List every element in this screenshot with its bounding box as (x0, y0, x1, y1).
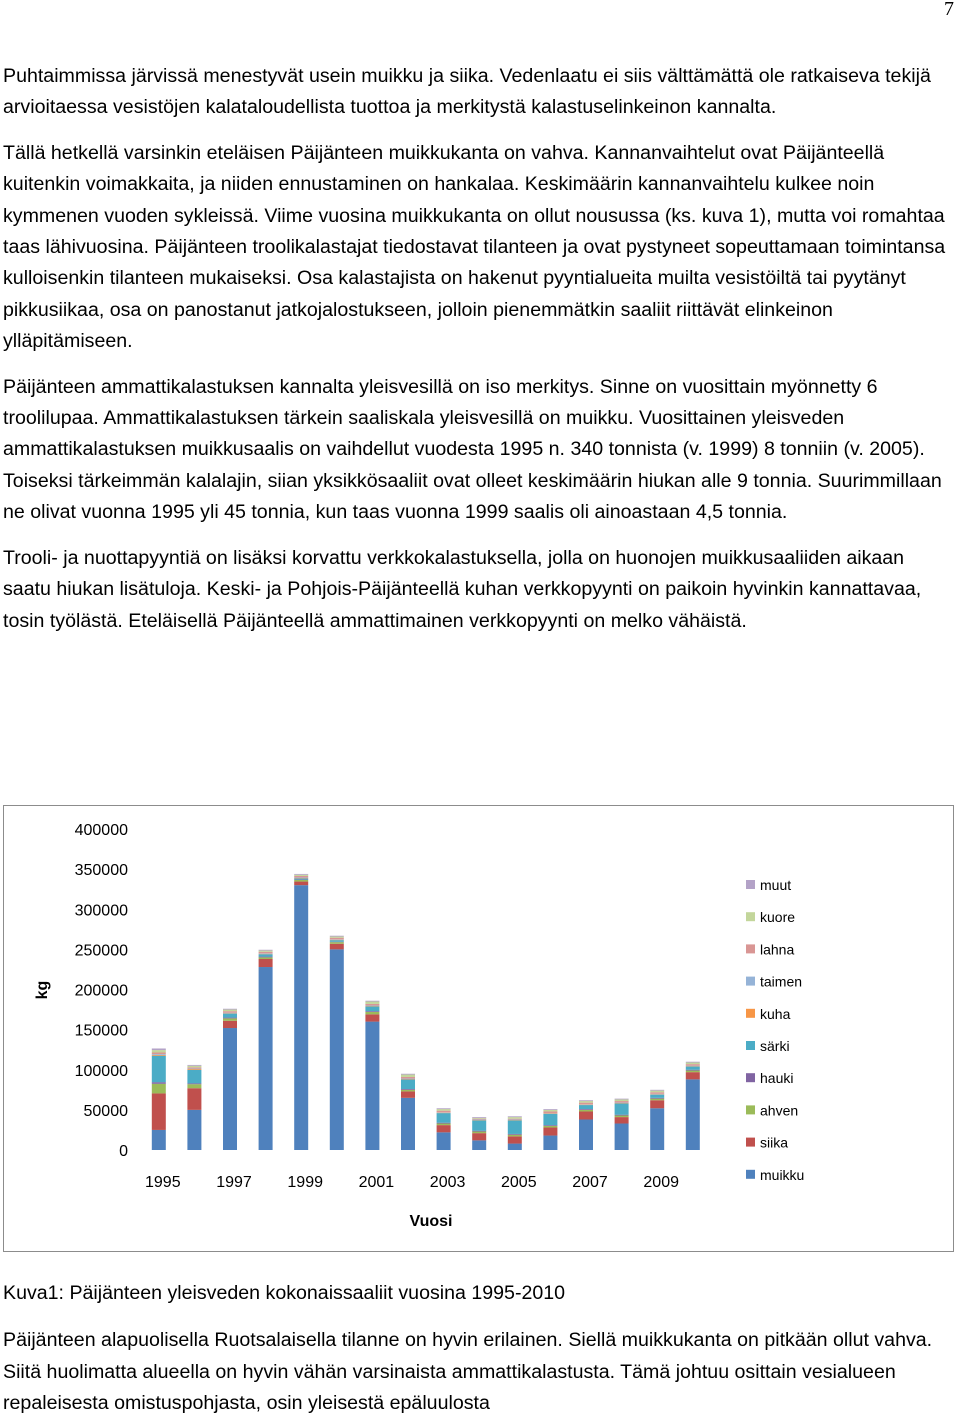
legend-swatch-muikku (746, 1170, 755, 1179)
legend-swatch-muut (746, 880, 755, 889)
bar-segment-muikku (437, 1132, 451, 1150)
bar-segment-hauki (401, 1089, 415, 1090)
bar-segment-muut (294, 874, 308, 875)
bar-segment-muikku (365, 1022, 379, 1150)
x-tick-label: 2003 (429, 1174, 466, 1191)
bar-segment-ahven (223, 1018, 237, 1020)
catch-chart (3, 805, 954, 1252)
bar-segment-kuore (437, 1109, 451, 1111)
bar-segment-kuore (330, 937, 344, 938)
bar-segment-lahna (615, 1101, 629, 1103)
bar-segment-ahven (152, 1084, 166, 1094)
bar-segment-hauki (152, 1082, 166, 1084)
bar-segment-muut (152, 1048, 166, 1050)
figure-caption: Kuva1: Päijänteen yleisveden kokonaissaaliit vuosina 1995-2010 (3, 1282, 566, 1304)
bar-segment-lahna (472, 1119, 486, 1120)
bar-segment-siika (650, 1100, 664, 1108)
bar-segment-hauki (365, 1011, 379, 1012)
bar-segment-siika (615, 1117, 629, 1123)
bar-segment-ahven (437, 1124, 451, 1126)
body-text-top (3, 61, 957, 637)
bar-segment-muikku (543, 1136, 557, 1150)
bar-segment-lahna (365, 1004, 379, 1006)
bar-segment-muut (650, 1090, 664, 1091)
bar-segment-ahven (187, 1084, 201, 1088)
bar-segment-siika (401, 1091, 415, 1097)
bar-segment-kuore (508, 1117, 522, 1119)
paragraph: Päijänteen ammattikalastuksen kannalta yleisvesillä on iso merkitys. Sinne on vuosittain myönnetty 6 troolilupaa. Ammattikalastuksen tärkein saaliskala yleisvesillä on muikku. Vuosittainen yleisveden ammattikalastuksen muikkusaalis on vaihdellut vuodesta 1995 n. 340 tonnista (v. 1999) 8 tonniin (v. 2005). Toiseksi tärkeimmän kalalajin, siian yksikkösaaliit ovat olleet keskimäärin hiukan alle 9 tonnia. Suurimmillaan ne olivat vuonna 1995 yli 45 tonnia, kun taas vuonna 1999 saalis oli ainoastaan 4,5 tonnia. (3, 375, 942, 524)
bar-segment-kuore (615, 1099, 629, 1101)
legend-label: lahna (760, 941, 795, 958)
bar-segment-muikku (650, 1108, 664, 1150)
bar-segment-siika (686, 1072, 700, 1079)
bar-segment-muikku (330, 949, 344, 1150)
bar-segment-siika (472, 1133, 486, 1140)
bar-segment-särki (508, 1120, 522, 1134)
y-tick-label: 400000 (74, 822, 128, 839)
bar-segment-ahven (543, 1126, 557, 1128)
bar-segment-särki (686, 1067, 700, 1070)
bar-segment-siika (152, 1093, 166, 1130)
bar-segment-muikku (579, 1120, 593, 1150)
legend-label: kuha (760, 1005, 791, 1022)
legend-label: särki (760, 1038, 790, 1054)
bar-segment-kuore (152, 1050, 166, 1052)
bar-segment-lahna (686, 1064, 700, 1066)
bar-segment-siika (187, 1088, 201, 1110)
bar-segment-ahven (508, 1135, 522, 1137)
bar-segment-muikku (615, 1124, 629, 1150)
bar-segment-hauki (650, 1098, 664, 1099)
bar-segment-muut (187, 1065, 201, 1066)
x-tick-label: 2009 (643, 1174, 679, 1191)
bar-segment-siika (223, 1021, 237, 1028)
legend-label: hauki (760, 1070, 794, 1087)
bar-segment-lahna (401, 1077, 415, 1079)
bar-segment-hauki (259, 957, 273, 958)
bar-segment-lahna (437, 1111, 451, 1113)
legend-swatch-taimen (746, 977, 755, 986)
bar-segment-kuore (365, 1002, 379, 1004)
bar-segment-lahna (223, 1011, 237, 1013)
bar-segment-muikku (187, 1110, 201, 1150)
paragraph: Trooli- ja nuottapyyntiä on lisäksi korvattu verkkokalastuksella, jolla on huonojen muikkusaaliiden aikaan saatu hiukan lisätuloja. Keski- ja Pohjois-Päijänteellä kuhan verkkopyynti on paikoin hyvinkin kannattavaa, tosin työlästä. Eteläisellä Päijänteellä ammattimainen verkkopyynti on melko vähäistä. (3, 546, 922, 632)
bar-segment-särki (187, 1070, 201, 1084)
paragraph: Tällä hetkellä varsinkin eteläisen Päijänteen muikkukanta on vahva. Kannanvaihtelut ovat Päijänteellä kuitenkin voimakkaita, ja niiden ennustaminen on hankalaa. Keskimäärin kannanvaihtelu kulkee noin kymmenen vuoden sykleissä. Viime vuosina muikkukanta on ollut nousussa (ks. kuva 1), mutta voi romahtaa taas lähivuosina. Päijänteen troolikalastajat tiedostavat tilanteen ja ovat pystyneet sopeuttamaan toimintansa kulloisenkin tilanteen mukaiseksi. Osa kalastajista on hakenut pyyntialueita muilta vesistöiltä tai pyytänyt pikkusiikaa, osa on panostanut jatkojalostukseen, jolloin pienemmätkin saaliit riittävät elinkeinon ylläpitämiseen. (3, 141, 946, 353)
bar-segment-särki (294, 878, 308, 879)
bar-segment-muut (615, 1099, 629, 1100)
bar-segment-kuore (187, 1066, 201, 1068)
legend-swatch-kuore (746, 912, 755, 921)
bar-segment-särki (152, 1056, 166, 1082)
paragraph: Puhtaimmissa järvissä menestyvät usein muikku ja siika. Vedenlaatu ei siis välttämättä ole ratkaiseva tekijä arvioitaessa vesistöjen kalataloudellista tuottoa ja merkitystä kalastuselinkeinon kannalta. (3, 65, 931, 119)
legend-label: taimen (760, 973, 803, 990)
y-tick-label: 0 (119, 1143, 128, 1160)
legend-swatch-särki (746, 1041, 755, 1050)
bar-segment-siika (259, 959, 273, 967)
legend-label: kuore (760, 909, 796, 926)
bar-segment-särki (330, 940, 344, 942)
bar-segment-kuore (472, 1118, 486, 1119)
bar-segment-lahna (579, 1103, 593, 1105)
bar-segment-hauki (187, 1083, 201, 1084)
bar-segment-hauki (437, 1123, 451, 1124)
bar-segment-lahna (650, 1092, 664, 1094)
y-tick-label: 300000 (74, 902, 128, 920)
x-tick-label: 1997 (216, 1174, 252, 1191)
bar-segment-muikku (223, 1028, 237, 1150)
bar-segment-taimen (152, 1054, 166, 1055)
bar-segment-lahna (259, 952, 273, 954)
bar-segment-särki (259, 954, 273, 956)
y-tick-label: 250000 (74, 942, 128, 960)
bar-segment-hauki (543, 1125, 557, 1126)
bar-segment-muut (259, 950, 273, 951)
bar-segment-muut (365, 1001, 379, 1002)
bar-segment-hauki (508, 1134, 522, 1135)
legend-label: muikku (760, 1166, 805, 1183)
bar-segment-ahven (401, 1090, 415, 1092)
page-number: 7 (944, 0, 954, 20)
x-tick-label: 2001 (358, 1174, 395, 1191)
bar-segment-siika (508, 1136, 522, 1143)
bar-segment-ahven (579, 1110, 593, 1112)
bar-segment-hauki (223, 1018, 237, 1019)
bar-segment-ahven (294, 880, 308, 882)
bar-segment-kuore (294, 875, 308, 876)
x-axis-label: Vuosi (409, 1213, 453, 1230)
bar-segment-lahna (152, 1052, 166, 1054)
bar-segment-muikku (472, 1140, 486, 1150)
bar-segment-muikku (686, 1079, 700, 1150)
bar-segment-muut (223, 1009, 237, 1010)
bar-segment-muikku (401, 1098, 415, 1150)
bar-segment-kuore (543, 1110, 557, 1112)
legend-swatch-kuha (746, 1009, 755, 1018)
y-tick-label: 100000 (74, 1062, 128, 1080)
bar-segment-hauki (472, 1131, 486, 1132)
bar-segment-muut (330, 936, 344, 937)
bar-segment-kuore (686, 1063, 700, 1065)
bar-segment-siika (437, 1125, 451, 1132)
legend-swatch-ahven (746, 1105, 755, 1114)
bar-segment-siika (365, 1014, 379, 1021)
bar-segment-särki (401, 1079, 415, 1089)
bar-segment-hauki (615, 1115, 629, 1116)
bar-segment-muut (686, 1062, 700, 1063)
legend-label: ahven (760, 1102, 799, 1119)
bar-segment-muikku (152, 1130, 166, 1150)
bar-segment-muut (508, 1116, 522, 1117)
bar-segment-ahven (686, 1071, 700, 1073)
bar-segment-hauki (579, 1109, 593, 1110)
legend-swatch-siika (746, 1138, 755, 1147)
bar-segment-särki (615, 1103, 629, 1114)
bar-segment-kuore (401, 1075, 415, 1077)
legend-label: muut (760, 877, 792, 893)
y-tick-label: 50000 (83, 1102, 128, 1120)
bar-segment-lahna (543, 1111, 557, 1113)
body-text-bottom (3, 1278, 957, 1420)
bar-segment-kuore (223, 1010, 237, 1012)
bar-segment-kuha (152, 1055, 166, 1056)
bar-segment-särki (579, 1105, 593, 1109)
bar-segment-ahven (330, 942, 344, 944)
bar-segment-särki (543, 1114, 557, 1125)
x-tick-label: 2007 (572, 1174, 608, 1191)
bar-segment-siika (579, 1111, 593, 1119)
bar-segment-muikku (259, 967, 273, 1150)
bar-segment-särki (437, 1113, 451, 1123)
y-axis-label: kg (34, 980, 51, 1000)
bar-segment-hauki (686, 1070, 700, 1071)
bar-segment-lahna (508, 1119, 522, 1120)
chart-canvas (4, 806, 952, 1250)
bar-segment-särki (223, 1014, 237, 1018)
bar-segment-ahven (472, 1132, 486, 1134)
x-tick-label: 1995 (145, 1174, 181, 1191)
bar-segment-ahven (650, 1099, 664, 1101)
paragraph: Päijänteen alapuolisella Ruotsalaisella tilanne on hyvin erilainen. Siellä muikkukanta on pitkään ollut vahva. Siitä huolimatta alueella on hyvin vähän varsinaista ammattikalastusta. Tämä johtuu osittain vesialueen repaleisesta omistuspohjasta, osin yleisestä epäluulosta (3, 1329, 933, 1415)
bar-segment-särki (650, 1095, 664, 1098)
bar-segment-muut (472, 1117, 486, 1118)
bar-segment-muut (401, 1074, 415, 1075)
bar-segment-muikku (508, 1144, 522, 1150)
y-tick-label: 350000 (74, 862, 128, 880)
bar-segment-muikku (294, 885, 308, 1150)
bar-segment-muut (579, 1100, 593, 1101)
bar-segment-siika (330, 944, 344, 950)
bar-segment-siika (543, 1128, 557, 1136)
legend-swatch-lahna (746, 944, 755, 953)
x-tick-label: 1999 (287, 1174, 323, 1191)
y-tick-label: 200000 (74, 982, 128, 1000)
bar-segment-kuore (579, 1101, 593, 1103)
bar-segment-kuha (187, 1069, 201, 1070)
bar-segment-kuore (650, 1091, 664, 1093)
bar-segment-lahna (294, 876, 308, 878)
bar-segment-siika (294, 882, 308, 886)
bar-segment-särki (365, 1006, 379, 1011)
bar-segment-särki (472, 1120, 486, 1130)
legend-swatch-hauki (746, 1073, 755, 1082)
bar-segment-muut (437, 1108, 451, 1109)
bar-segment-lahna (187, 1067, 201, 1068)
bar-segment-lahna (330, 938, 344, 940)
x-tick-label: 2005 (501, 1174, 537, 1191)
y-tick-label: 150000 (74, 1022, 128, 1040)
bar-segment-kuore (259, 951, 273, 952)
bar-segment-ahven (365, 1012, 379, 1014)
bar-segment-ahven (615, 1115, 629, 1117)
legend-label: siika (760, 1134, 789, 1151)
bar-segment-ahven (259, 957, 273, 959)
bar-segment-muut (543, 1109, 557, 1110)
